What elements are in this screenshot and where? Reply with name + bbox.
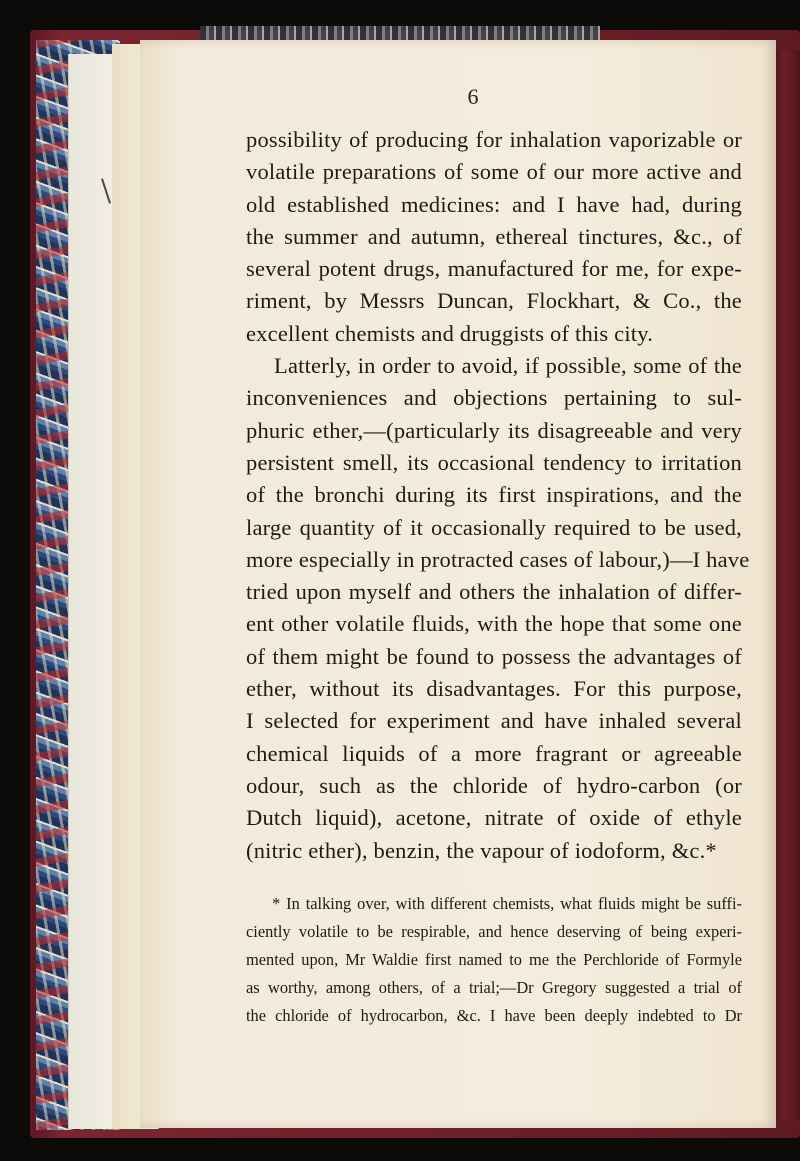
cover-top-binding [200, 26, 600, 40]
footnote-line: ciently volatile to be respirable, and hence deserving of being experi- [246, 922, 742, 941]
text-line: volatile preparations of some of our more active and [246, 159, 742, 185]
footnote-line: as worthy, among others, of a trial;—Dr Gregory suggested a trial of [246, 978, 742, 997]
text-line: (nitric ether), benzin, the vapour of iodoform, &c.* [246, 837, 717, 863]
text-line: tried upon myself and others the inhalation of differ- [246, 579, 742, 605]
text-line: the summer and autumn, ethereal tinctures, &c., of [246, 223, 742, 249]
text-line: I selected for experiment and have inhaled several [246, 708, 742, 734]
page-number: 6 [467, 84, 479, 109]
footnote-line: * In talking over, with different chemists, what fluids might be suffi- [272, 894, 742, 913]
text-line: several potent drugs, manufactured for me, for expe- [246, 256, 742, 282]
text-line: Latterly, in order to avoid, if possible, some of the [274, 353, 742, 379]
footnote-line: the chloride of hydrocarbon, &c. I have been deeply indebted to Dr [246, 1006, 742, 1025]
text-line: of them might be found to possess the advantages of [246, 643, 742, 669]
footnote-line: mented upon, Mr Waldie first named to me the Perchloride of Formyle [246, 950, 742, 969]
text-line: more especially in protracted cases of labour,)—I have [246, 546, 750, 572]
pencil-mark [101, 178, 111, 203]
footnote [246, 890, 742, 1030]
text-line: of the bronchi during its first inspirations, and the [246, 482, 742, 508]
text-line: riment, by Messrs Duncan, Flockhart, & Co., the [246, 288, 742, 314]
text-line: inconveniences and objections pertaining to sul- [246, 385, 742, 411]
text-line: odour, such as the chloride of hydro-carbon (or [246, 772, 742, 798]
text-line: chemical liquids of a more fragrant or agreeable [246, 740, 742, 766]
text-line: phuric ether,—(particularly its disagreeable and very [246, 417, 742, 443]
text-line: Dutch liquid), acetone, nitrate of oxide of ethyle [246, 805, 742, 831]
text-line: excellent chemists and druggists of this city. [246, 320, 654, 346]
text-line: ent other volatile fluids, with the hope that some one [246, 611, 742, 637]
text-line: large quantity of it occasionally required to be used, [246, 514, 742, 540]
body-text [246, 124, 750, 867]
text-line: old established medicines: and I have had, during [246, 191, 742, 217]
text-line: possibility of producing for inhalation vaporizable or [246, 127, 742, 152]
text-line: persistent smell, its occasional tendency to irritation [246, 449, 742, 475]
book-page [140, 40, 776, 1128]
text-line: ether, without its disadvantages. For this purpose, [246, 676, 742, 702]
